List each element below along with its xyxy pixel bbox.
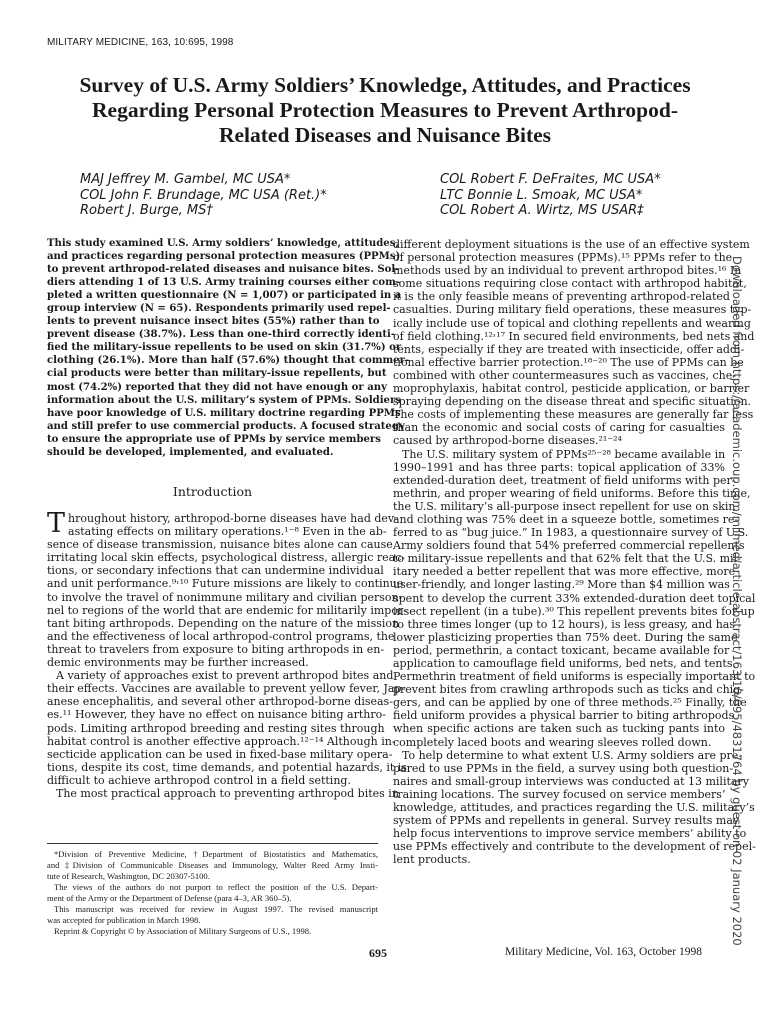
page-number: 695: [369, 946, 387, 960]
abstract-line: should be developed, implemented, and evaluated.: [47, 446, 334, 458]
body-line: astating effects on military operations.¹⁻⁸ Even in the ab-: [68, 525, 387, 539]
author: COL John F. Brundage, MC USA (Ret.)*: [80, 187, 327, 203]
abstract-line: clothing (26.1%). More than half (57.6%) thought that commer-: [47, 355, 410, 367]
body-line: sence of disease transmission, nuisance bites alone can cause: [47, 538, 393, 552]
journal-footer: Military Medicine, Vol. 163, October 1998: [505, 946, 702, 958]
body-line: lent products.: [393, 853, 471, 867]
footnote-line: The views of the authors do not purport to reflect the position of the U.S. Depart-: [54, 882, 378, 892]
body-line: and clothing was 75% deet in a squeeze bottle, sometimes re-: [393, 512, 739, 526]
body-column-left: [47, 508, 407, 800]
footnote-line: was accepted for publication in March 1998.: [47, 915, 201, 925]
body-line: The costs of implementing these measures are generally far less: [393, 408, 754, 422]
body-line: to military-issue repellents and that 62% felt that the U.S. mil-: [393, 552, 741, 566]
author: COL Robert A. Wirtz, MS USAR‡: [440, 203, 644, 218]
body-line: lower plasticizing properties than 75% deet. During the same: [393, 630, 738, 644]
author: COL Robert F. DeFraites, MC USA*: [440, 172, 661, 187]
author-list-left: [80, 172, 327, 219]
body-line: spraying depending on the disease threat and specific situation.: [393, 395, 752, 409]
body-line: anese encephalitis, and several other arthropod-borne diseas-: [47, 695, 393, 709]
footnote-line: This manuscript was received for review in August 1997. The revised manuscript: [54, 904, 378, 914]
body-line: ferred to as “bug juice.” In 1983, a questionnaire survey of U.S.: [393, 526, 749, 540]
body-line: itary needed a better repellent that was more effective, more: [393, 565, 736, 579]
author: LTC Bonnie L. Smoak, MC USA*: [440, 187, 643, 203]
body-line: knowledge, attitudes, and practices regarding the U.S. military’s: [393, 801, 755, 815]
body-line: Army soldiers found that 54% preferred commercial repellents: [393, 539, 745, 553]
footnote-line: tute of Research, Washington, DC 20307-5100.: [47, 871, 210, 881]
body-line: secticide application can be used in fixed-base military opera-: [47, 747, 393, 761]
footnote-line: and ‡Division of Communicable Diseases and Immunology, Walter Reed Army Insti-: [47, 860, 378, 870]
body-line: training locations. The survey focused on service members’: [393, 787, 726, 801]
body-line: To help determine to what extent U.S. Army soldiers are pre-: [402, 748, 743, 762]
abstract-line: and still prefer to use commercial products. A focused strategy: [47, 420, 405, 432]
body-line: tents, especially if they are treated with insecticide, offer addi-: [393, 342, 745, 356]
body-line: nel to regions of the world that are endemic for militarily impor-: [47, 603, 407, 617]
body-line: pods. Limiting arthropod breeding and resting sites through: [47, 721, 385, 735]
drop-cap: T: [47, 508, 66, 539]
body-line: 1990–1991 and has three parts: topical application of 33%: [393, 460, 725, 474]
body-line: threat to travelers from exposure to biting arthropods in en-: [47, 642, 385, 656]
body-line: pared to use PPMs in the field, a survey using both question-: [393, 761, 734, 775]
body-line: tions, despite its cost, time demands, and potential hazards, it is: [47, 760, 407, 774]
body-line: of field clothing.¹²˒¹⁷ In secured field environments, bed nets and: [393, 329, 755, 343]
title-line: Survey of U.S. Army Soldiers’ Knowledge, Attitudes, and Practices: [79, 73, 691, 97]
running-head: MILITARY MEDICINE, 163, 10:695, 1998: [47, 37, 234, 48]
body-line: methods used by an individual to prevent arthropod bites.¹⁶ In: [393, 264, 742, 278]
body-line: tional effective barrier protection.¹⁸⁻²⁰ The use of PPMs can be: [393, 355, 744, 369]
body-line: tant biting arthropods. Depending on the nature of the mission: [47, 616, 400, 630]
body-line: it is the only feasible means of preventing arthropod-related: [393, 290, 730, 304]
body-line: habitat control is another effective approach.¹²⁻¹⁴ Although in-: [47, 734, 396, 748]
body-line: irritating local skin effects, psychological distress, allergic reac-: [47, 551, 406, 565]
body-line: prevent bites from crawling arthropods such as ticks and chig-: [393, 683, 744, 697]
abstract-line: group interview (N = 65). Respondents primarily used repel-: [47, 303, 391, 315]
abstract-line: pleted a written questionnaire (N = 1,007) or participated in a: [47, 290, 402, 302]
abstract-line: most (74.2%) reported that they did not have enough or any: [47, 381, 387, 393]
body-line: and the effectiveness of local arthropod-control programs, the: [47, 629, 395, 643]
download-watermark: Downloaded from https://academic.oup.com/milmed/article-abstract/163/10/695/4831764 by guest on 02 January 2020: [730, 256, 744, 946]
abstract-line: fied the military-issue repellents to be used on skin (31.7%) or: [47, 342, 402, 354]
author-list-right: [440, 172, 661, 219]
abstract-line: to ensure the appropriate use of PPMs by service members: [47, 433, 381, 445]
body-line: their effects. Vaccines are available to prevent yellow fever, Jap-: [47, 682, 406, 696]
footnotes: [47, 843, 378, 937]
author: Robert J. Burge, MS†: [80, 203, 213, 218]
body-line: demic environments may be further increased.: [47, 656, 309, 670]
body-line: casualties. During military field operations, these measures typ-: [393, 303, 752, 317]
abstract-line: lents to prevent nuisance insect bites (55%) rather than to: [47, 316, 380, 328]
footnote-line: *Division of Preventive Medicine, †Department of Biostatistics and Mathematics,: [54, 849, 378, 859]
abstract-line: have poor knowledge of U.S. military doctrine regarding PPMs: [47, 407, 401, 419]
body-line: The U.S. military system of PPMs²⁵⁻²⁸ became available in: [402, 447, 726, 461]
body-line: the U.S. military’s all-purpose insect repellent for use on skin: [393, 499, 736, 513]
body-line: ically include use of topical and clothing repellents and wearing: [393, 316, 751, 330]
body-line: A variety of approaches exist to prevent arthropod bites and: [56, 669, 394, 683]
title-line: Regarding Personal Protection Measures to Prevent Arthropod-: [92, 98, 678, 122]
body-line: to three times longer (up to 12 hours), is less greasy, and has: [393, 617, 735, 631]
section-heading-introduction: Introduction: [172, 484, 253, 499]
abstract: [47, 237, 410, 459]
body-line: use PPMs effectively and contribute to the development of repel-: [393, 840, 756, 854]
abstract-line: and practices regarding personal protection measures (PPMs): [47, 251, 401, 263]
title-line: Related Diseases and Nuisance Bites: [218, 123, 552, 147]
body-line: user-friendly, and longer lasting.²⁹ More than $4 million was: [393, 578, 730, 592]
body-line: gers, and can be applied by one of three methods.²⁵ Finally, the: [393, 696, 747, 710]
body-line: field uniform provides a physical barrier to biting arthropods: [393, 709, 735, 723]
abstract-line: This study examined U.S. Army soldiers’ knowledge, attitudes,: [47, 238, 399, 249]
body-line: difficult to achieve arthropod control in a field setting.: [47, 773, 351, 787]
body-line: system of PPMs and repellents in general. Survey results may: [393, 814, 740, 828]
body-line: hroughout history, arthropod-borne diseases have had dev-: [68, 512, 398, 525]
body-line: moprophylaxis, habitat control, pesticide application, or barrier: [393, 382, 750, 396]
body-line: to involve the travel of nonimmune military and civilian person-: [47, 590, 403, 604]
body-line: spent to develop the current 33% extended-duration deet topical: [393, 591, 756, 605]
body-line: of personal protection measures (PPMs).¹⁵ PPMs refer to the: [393, 251, 733, 265]
body-line: when specific actions are taken such as tucking pants into: [393, 722, 725, 736]
body-line: help focus interventions to improve service members’ ability to: [393, 827, 747, 841]
abstract-line: diers attending 1 of 13 U.S. Army training courses either com-: [47, 277, 401, 289]
body-line: combined with other countermeasures such as vaccines, che-: [393, 368, 736, 382]
body-line: completely laced boots and wearing sleeves rolled down.: [393, 735, 712, 749]
body-line: some situations requiring close contact with arthropod habitat,: [393, 277, 747, 291]
body-line: application to camouflage field uniforms, bed nets, and tents.: [393, 657, 736, 670]
body-line: extended-duration deet, treatment of field uniforms with per-: [393, 473, 736, 487]
author: MAJ Jeffrey M. Gambel, MC USA*: [80, 172, 291, 187]
abstract-line: information about the U.S. military’s system of PPMs. Soldiers: [47, 394, 401, 406]
body-line: The most practical approach to preventing arthropod bites in: [56, 786, 399, 800]
body-line: and unit performance.⁹˒¹⁰ Future missions are likely to continue: [47, 577, 404, 591]
body-line: period, permethrin, a contact toxicant, became available for: [393, 643, 730, 657]
body-line: insect repellent (in a tube).³⁰ This repellent prevents bites for up: [393, 604, 755, 618]
body-line: than the economic and social costs of caring for casualties: [393, 421, 725, 435]
abstract-line: prevent disease (38.7%). Less than one-third correctly identi-: [47, 329, 396, 341]
body-line: es.¹¹ However, they have no effect on nuisance biting arthro-: [47, 708, 386, 722]
body-line: Permethrin treatment of field uniforms is especially important to: [393, 670, 756, 684]
body-line: tions, or secondary infections that can undermine individual: [47, 564, 384, 578]
body-line: naires and small-group interviews was conducted at 13 military: [393, 774, 749, 788]
footnote-line: Reprint & Copyright © by Association of Military Surgeons of U.S., 1998.: [54, 926, 312, 936]
abstract-line: cial products were better than military-issue repellents, but: [47, 368, 387, 380]
abstract-line: to prevent arthropod-related diseases and nuisance bites. Sol-: [47, 264, 400, 276]
footnote-line: ment of the Army or the Department of Defense (para 4–3, AR 360–5).: [47, 893, 292, 903]
body-line: different deployment situations is the use of an effective system: [393, 238, 750, 251]
article-title: [40, 73, 730, 148]
body-line: methrin, and proper wearing of field uniforms. Before this time,: [393, 486, 751, 500]
body-line: caused by arthropod-borne diseases.²¹⁻²⁴: [393, 434, 622, 448]
